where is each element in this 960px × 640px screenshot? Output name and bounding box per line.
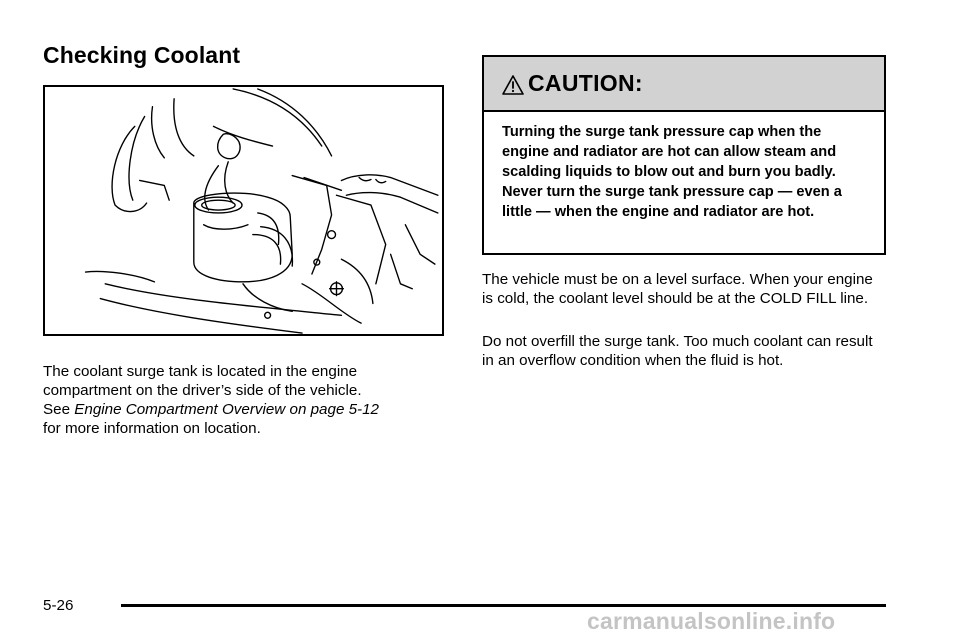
page-title: Checking Coolant [43, 42, 241, 68]
coolant-tank-illustration [43, 85, 444, 336]
warning-triangle-icon [502, 74, 524, 96]
location-tail: for more information on location. [43, 420, 261, 437]
page-number: 5-26 [43, 597, 74, 614]
engine-coolant-surge-tank-illustration [45, 87, 442, 334]
see-prefix: See [43, 401, 75, 418]
overfill-paragraph: Do not overfill the surge tank. Too much coolant can result in an overflow condition when the fluid is hot. [482, 333, 873, 369]
engine-compartment-link[interactable]: Engine Compartment Overview on page 5-12 [74, 401, 380, 418]
caution-heading: CAUTION: [528, 70, 643, 96]
location-text: The coolant surge tank is located in the engine compartment on the driver’s side of the vehicle. [43, 363, 362, 399]
level-surface-paragraph: The vehicle must be on a level surface. When your engine is cold, the coolant level should be at the COLD FILL line. [482, 271, 873, 307]
watermark: carmanualsonline.info [587, 608, 836, 634]
caution-header [484, 57, 884, 112]
caution-box [482, 55, 886, 255]
footer-rule [121, 604, 886, 607]
caution-text: Turning the surge tank pressure cap when the engine and radiator are hot can allow steam and scalding liquids to blow out and burn you badly. Never turn the surge tank pressure cap — even a little — when the engine and radiator are hot. [502, 124, 842, 220]
location-paragraph [43, 362, 443, 438]
